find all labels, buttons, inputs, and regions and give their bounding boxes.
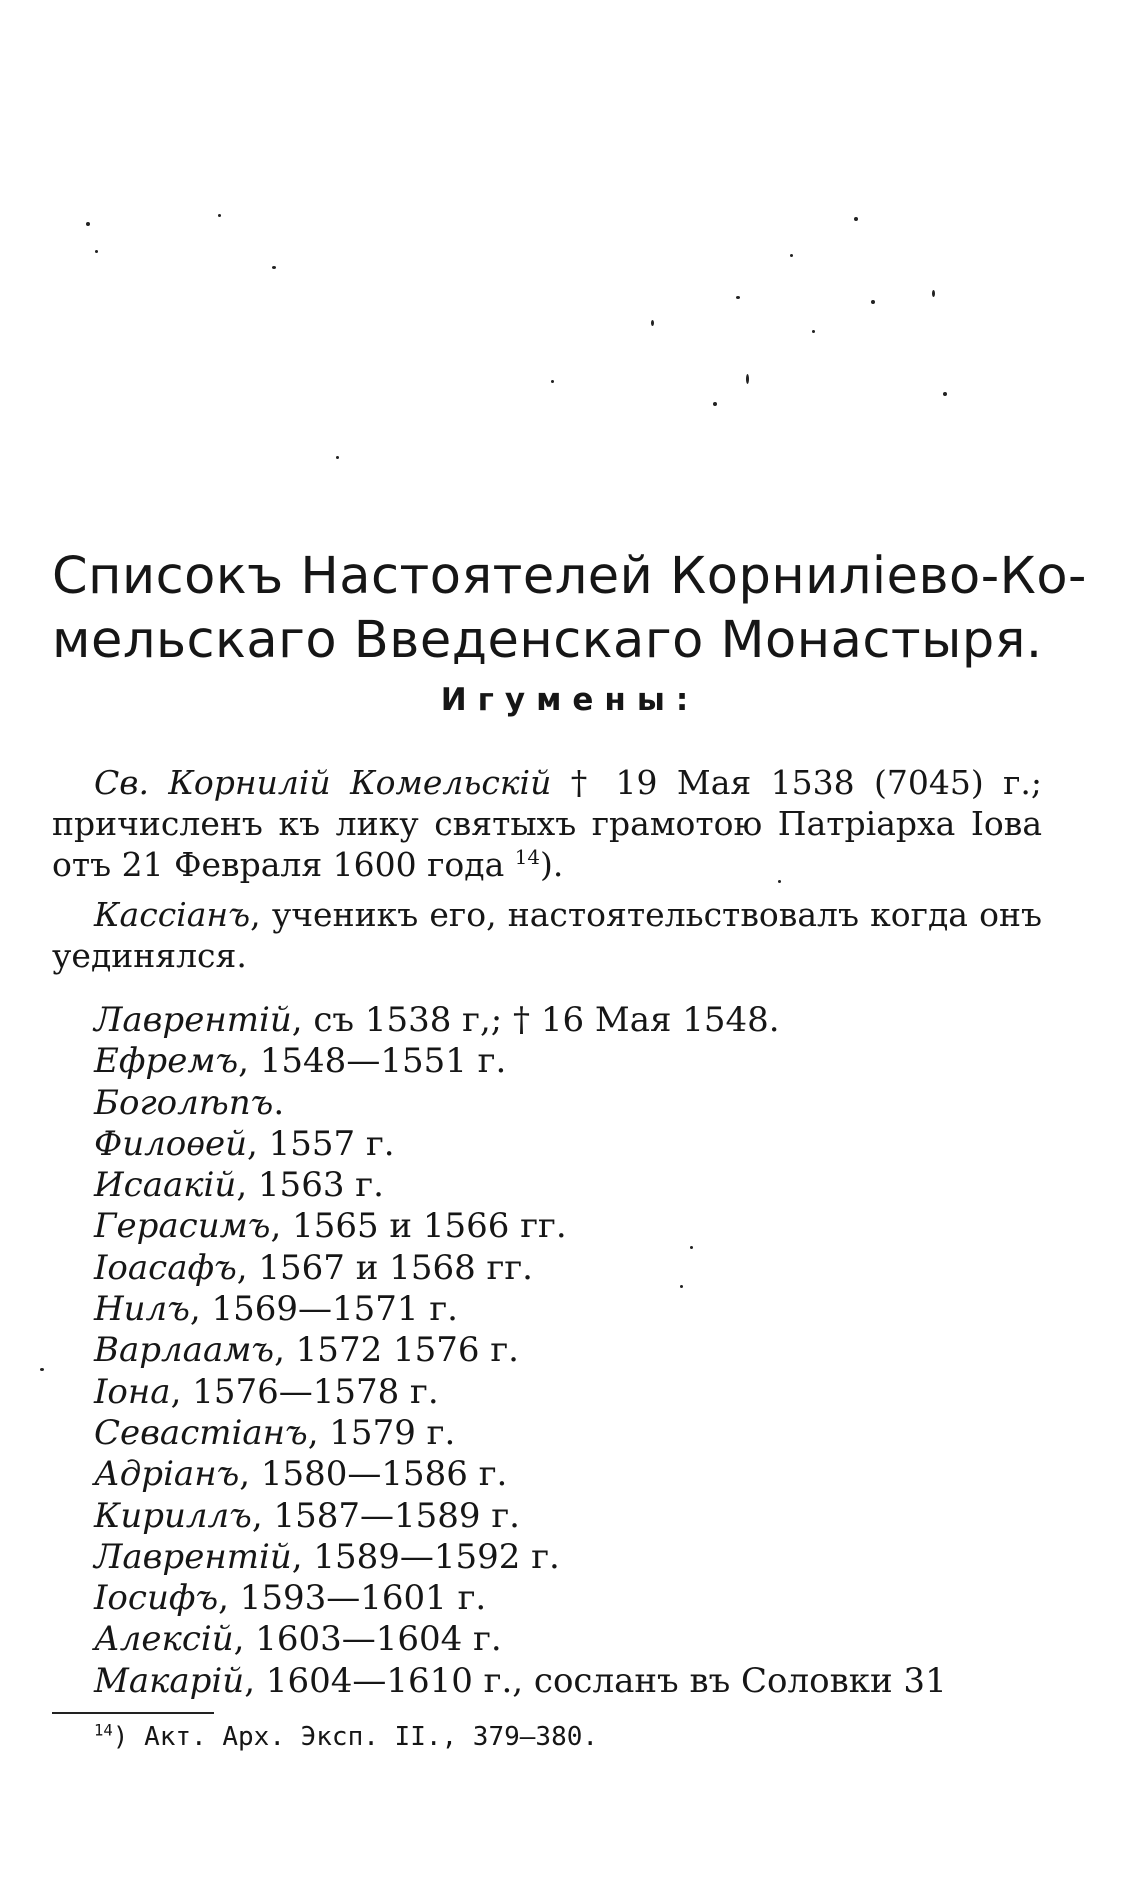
abbot-dates: , 1604—1610 г., сосланъ въ Соловки 31 [244,1660,947,1701]
abbot-dates: , 1569—1571 г. [189,1289,458,1330]
abbot-dates: , съ 1538 г,; † 16 Мая 1548. [291,1000,780,1040]
abbot-name: Филоѳей [94,1123,248,1164]
list-item [94,1000,947,1041]
paragraph-tail: ). [539,845,564,884]
abbot-dates: , 1548—1551 г. [238,1041,507,1082]
list-item [94,1496,947,1537]
scan-speck [943,392,947,396]
scan-speck [790,254,793,257]
paragraph [52,894,1042,976]
page-title [52,545,1087,673]
abbot-name: Алексій [94,1619,234,1660]
abbot-name: Кассіанъ [94,895,251,934]
list-item [94,1661,947,1702]
abbot-dates: , 1557 г. [247,1123,395,1164]
abbot-name: Лаврентій [94,1536,292,1577]
list-item [94,1041,947,1082]
list-item [94,1454,947,1495]
abbot-dates: , 1589—1592 г. [291,1536,560,1577]
scan-speck [746,374,749,384]
list-item [94,1619,947,1660]
scan-speck [40,1368,44,1371]
abbot-dates: , 1603—1604 г. [233,1619,502,1660]
abbot-name: Нилъ [94,1289,190,1330]
scan-speck [812,330,815,333]
abbot-dates: , 1563 г. [236,1165,384,1206]
scan-speck [932,290,935,297]
abbot-name: Іосифъ [94,1578,219,1619]
abbot-dates: , 1587—1589 г. [251,1495,520,1536]
abbot-name: Варлаамъ [94,1330,275,1371]
abbot-name: Лаврентій [94,1000,292,1040]
paragraph [52,762,1042,885]
list-item [94,1289,947,1330]
scan-speck [86,222,90,226]
scan-speck [713,402,717,406]
list-item [94,1083,947,1124]
footnote [94,1720,598,1754]
abbot-dates: , 1567 и 1568 гг. [236,1247,533,1288]
abbot-dates: , 1579 г. [307,1412,456,1453]
abbot-dates: , 1565 и 1566 гг. [270,1206,567,1247]
list-item [94,1248,947,1289]
abbot-name: Севастіанъ [94,1412,308,1453]
title-line-1: Списокъ Настоятелей Корниліево-Ко- [52,547,1087,606]
scan-speck [854,217,858,221]
abbot-name: Іона [94,1371,171,1412]
section-heading: Игумены: [440,682,700,718]
list-item [94,1413,947,1454]
intro-paragraph-2 [52,894,1042,976]
list-item [94,1124,947,1165]
scan-speck [218,214,221,217]
list-item [94,1165,947,1206]
abbot-dates: , 1593—1601 г. [218,1578,487,1619]
abbot-dates: , 1572 1576 г. [274,1330,519,1371]
scan-speck [336,456,339,459]
scan-speck [736,296,740,299]
intro-paragraph-1 [52,762,1042,885]
abbot-dates: . [273,1082,285,1123]
scan-speck [651,320,654,326]
scan-speck [272,266,276,269]
scan-speck [871,300,875,304]
paragraph-text: , ученикъ его, настоятельствовалъ когда онъ уединялся. [52,895,1042,975]
footnote-text: ) Акт. Арх. Эксп. II., 379—380. [112,1722,599,1752]
abbot-name: Исаакій [94,1165,237,1206]
abbot-list [94,1000,947,1702]
title-line-2: мельскаго Введенскаго Монастыря. [52,611,1043,670]
abbot-name: Герасимъ [94,1206,271,1247]
footnote-divider [52,1712,214,1714]
abbot-name: Боголѣпъ [94,1082,274,1123]
abbot-dates: , 1580—1586 г. [239,1454,508,1495]
footnote-ref: 14 [514,846,540,869]
abbot-name: Кириллъ [94,1495,252,1536]
abbot-name: Ефремъ [94,1041,239,1082]
abbot-name: Макарій [94,1660,245,1701]
list-item [94,1330,947,1371]
scan-speck [95,250,98,253]
scan-speck [551,380,554,383]
footnote-marker: 14 [94,1721,113,1740]
list-item [94,1206,947,1247]
abbot-dates: , 1576—1578 г. [170,1371,439,1412]
abbot-name: Іоасафъ [94,1247,237,1288]
list-item [94,1537,947,1578]
abbot-name: Св. Корнилій Комельскій [94,763,552,802]
paragraph-text: † 19 Мая 1538 (7045) г.; причисленъ къ лику святыхъ грамотою Патріарха Іова отъ 21 Февраля 1600 года [52,763,1042,884]
list-item [94,1578,947,1619]
abbot-name: Адріанъ [94,1454,240,1495]
list-item [94,1372,947,1413]
